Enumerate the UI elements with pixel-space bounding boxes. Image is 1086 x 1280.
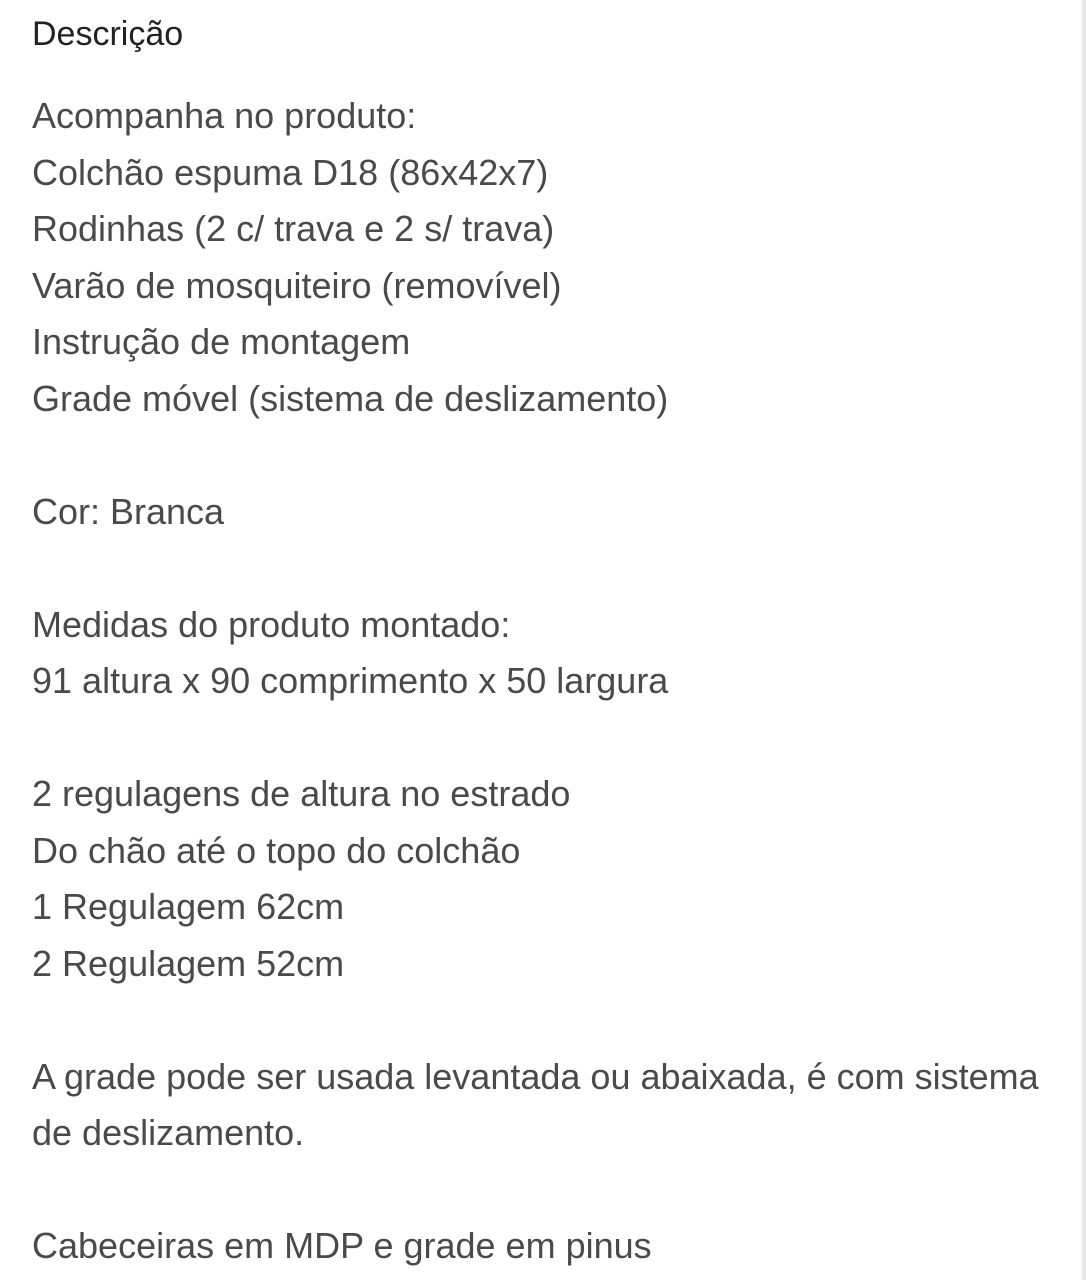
measures-header: Medidas do produto montado: [32,603,511,645]
section-title: Descrição [32,15,184,53]
scrollbar-track[interactable] [1082,0,1086,1280]
grade-note-line-1: A grade pode ser usada levantada ou abaixada, é com sistema [32,1055,1039,1097]
material-line: Cabeceiras em MDP e grade em pinus [32,1225,652,1266]
adjust-item-2: 2 Regulagem 52cm [32,942,345,984]
spacer [32,427,1052,484]
include-item-instructions: Instrução de montagem [32,321,411,362]
color-line: Cor: Branca [32,490,225,532]
include-item-mattress: Colchão espuma D18 (86x42x7) [32,151,549,193]
include-item-wheels: Rodinhas (2 c/ trava e 2 s/ trava) [32,208,555,249]
adjust-item-1: 1 Regulagem 62cm [32,886,345,927]
include-item-rail: Grade móvel (sistema de deslizamento) [32,377,669,419]
spacer [32,540,1052,597]
spacer [32,992,1052,1049]
include-item-mosquito-rod: Varão de mosquiteiro (removível) [32,264,562,306]
spacer [32,1162,1052,1219]
includes-header: Acompanha no produto: [32,95,417,136]
product-description [32,88,1052,1275]
measures-line: 91 altura x 90 comprimento x 50 largura [32,660,669,701]
adjust-header: 2 regulagens de altura no estrado [32,773,571,814]
grade-note-line-2: de deslizamento. [32,1112,305,1153]
spacer [32,710,1052,767]
adjust-subheader: Do chão até o topo do colchão [32,829,521,871]
